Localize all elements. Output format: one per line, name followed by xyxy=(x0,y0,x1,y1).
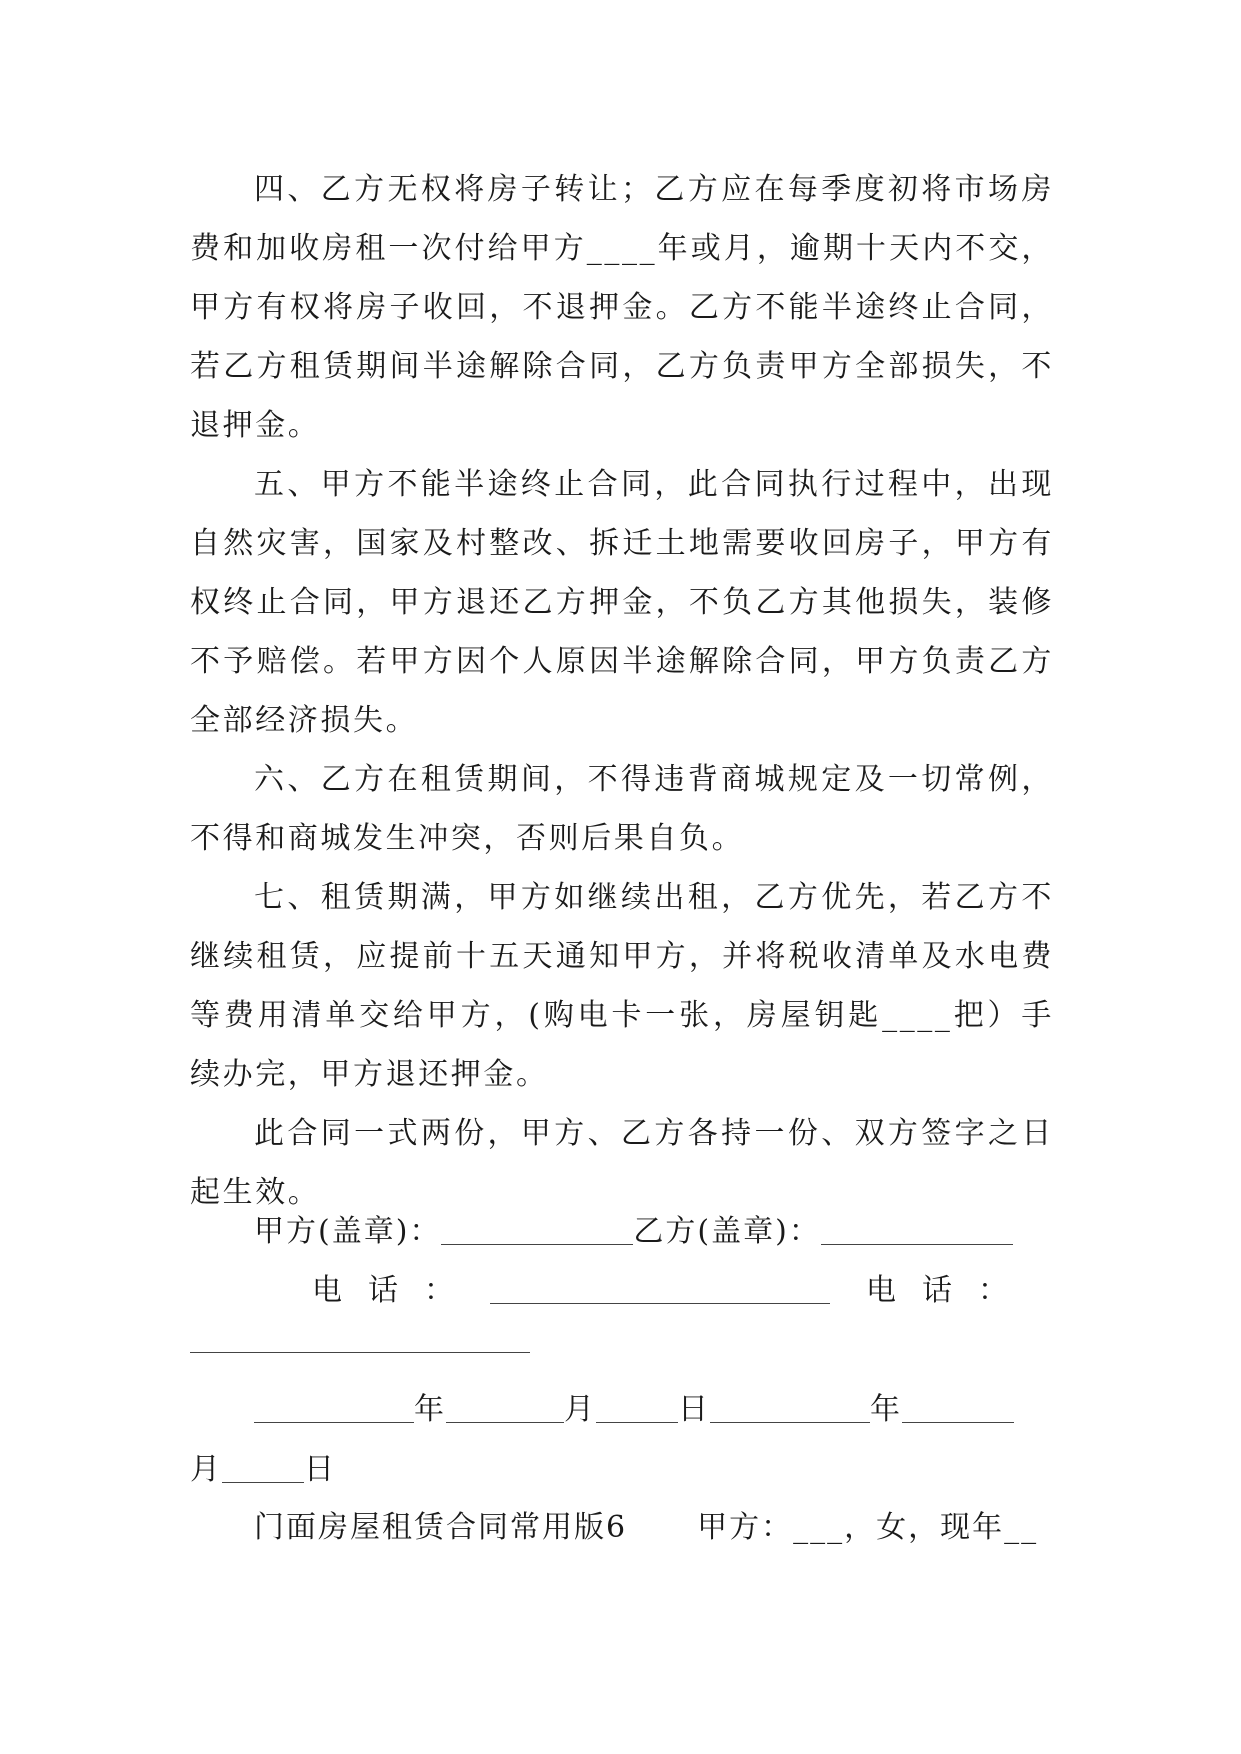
party-b-year-label: 年 xyxy=(870,1392,902,1427)
party-b-month-label: 月 xyxy=(190,1452,222,1487)
clause-5: 五、甲方不能半途终止合同，此合同执行过程中，出现自然灾害，国家及村整改、拆迁土地需要收回房子，甲方有权终止合同，甲方退还乙方押金，不负乙方其他损失，装修不予赔偿。若甲方因个人原因半途解除合同，甲方负责乙方全部经济损失。 xyxy=(190,467,1054,738)
party-b-day-blank xyxy=(222,1454,304,1483)
party-a-phone-label: 电话： xyxy=(312,1273,480,1308)
effective-clause: 此合同一式两份，甲方、乙方各持一份、双方签字之日起生效。 xyxy=(190,1116,1054,1210)
clause-7: 七、租赁期满，甲方如继续出租，乙方优先，若乙方不继续租赁，应提前十五天通知甲方，并将税收清单及水电费等费用清单交给甲方，(购电卡一张，房屋钥匙____把）手续办完，甲方退还押金。 xyxy=(190,880,1054,1092)
party-b-day-label: 日 xyxy=(304,1452,336,1487)
party-a-seal-label: 甲方(盖章)： xyxy=(254,1214,442,1249)
clause-6: 六、乙方在租赁期间，不得违背商城规定及一切常例，不得和商城发生冲突，否则后果自负。 xyxy=(190,762,1054,856)
party-a-seal-blank xyxy=(441,1216,633,1245)
party-a-year-label: 年 xyxy=(414,1392,446,1427)
party-b-seal-blank xyxy=(821,1216,1013,1245)
party-b-phone-blank xyxy=(190,1324,530,1353)
party-b-month-blank xyxy=(902,1394,1014,1423)
party-a-day-label: 日 xyxy=(678,1392,710,1427)
contract-body xyxy=(190,160,1054,1222)
seal-line xyxy=(190,1206,1118,1250)
party-b-year-blank xyxy=(710,1394,870,1423)
clause-4: 四、乙方无权将房子转让；乙方应在每季度初将市场房费和加收房租一次付给甲方____年或月，逾期十天内不交，甲方有权将房子收回，不退押金。乙方不能半途终止合同，若乙方租赁期间半途解除合同，乙方负责甲方全部损失，不退押金。 xyxy=(190,172,1054,443)
party-b-seal-label: 乙方(盖章)： xyxy=(633,1214,821,1249)
party-b-phone-label: 电话： xyxy=(866,1273,1034,1308)
next-contract-start xyxy=(190,1502,1118,1546)
party-a-month-label: 月 xyxy=(564,1392,596,1427)
date-line-continued xyxy=(190,1444,1054,1488)
next-contract-title: 门面房屋租赁合同常用版6 xyxy=(254,1510,628,1545)
phone-line-continued xyxy=(190,1322,1054,1357)
phone-line xyxy=(190,1265,1176,1309)
party-a-year-blank xyxy=(254,1394,414,1423)
party-a-month-blank xyxy=(446,1394,564,1423)
date-line xyxy=(190,1384,1118,1428)
party-a-day-blank xyxy=(596,1394,678,1423)
party-a-phone-blank xyxy=(490,1275,830,1304)
next-contract-party-a: 甲方：___，女，现年__ xyxy=(697,1510,1039,1545)
